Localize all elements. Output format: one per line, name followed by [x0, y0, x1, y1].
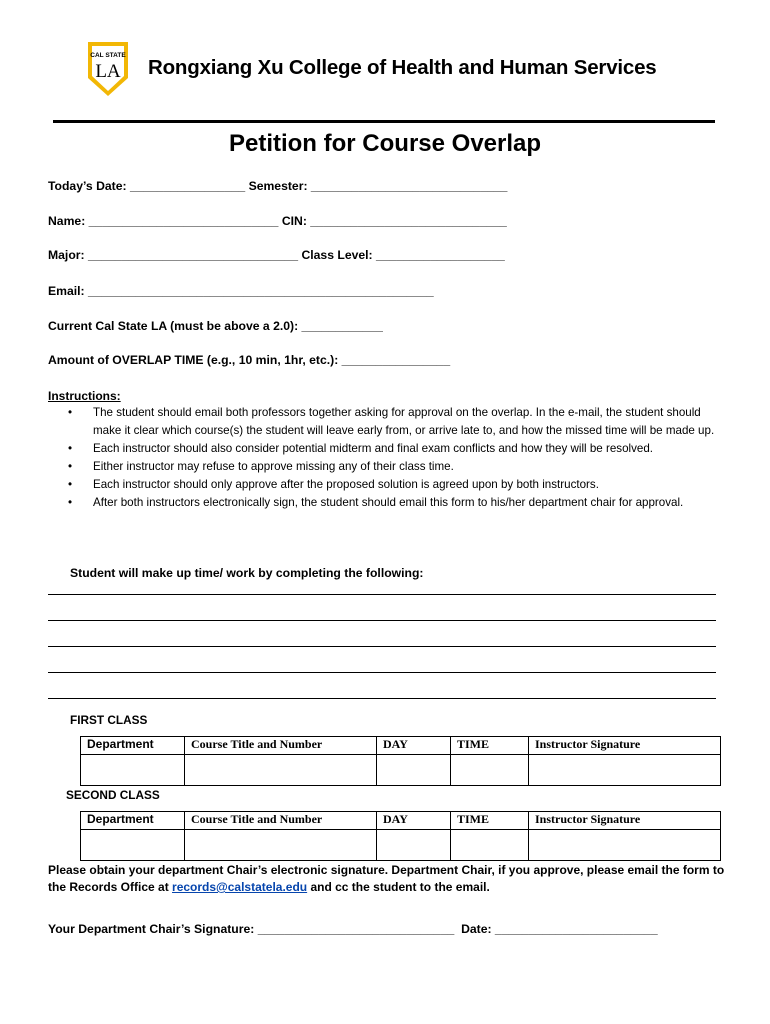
makeup-line[interactable] [48, 646, 716, 647]
logo-text-top: CAL STATE [90, 52, 126, 59]
first-class-table [80, 736, 721, 786]
second-department-cell[interactable] [81, 830, 185, 861]
header-instructor-signature: Instructor Signature [529, 737, 721, 755]
header-time: TIME [451, 812, 529, 830]
chair-signature-line[interactable] [48, 922, 658, 936]
instruction-item: • The student should email both professors together asking for approval on the overlap. In the e-mail, the student should make it clear which course(s) the student will leave early from, or arrive late to, and how the missed time will be made up. [48, 404, 720, 440]
gpa-label: Current Cal State LA (must be above a 2.0): ____________ [48, 319, 383, 333]
header-rule [53, 120, 715, 123]
instruction-item: • Each instructor should only approve after the proposed solution is agreed upon by both instructors. [48, 476, 720, 494]
chair-note-text: Please obtain your department Chair’s electronic signature. Department Chair, if you approve, please email the form to the Records Office at [48, 863, 725, 894]
class-level-label: Class Level: ___________________ [301, 248, 505, 262]
second-time-cell[interactable] [451, 830, 529, 861]
makeup-line[interactable] [48, 698, 716, 699]
semester-label: Semester: _____________________________ [248, 179, 508, 193]
todays-date-label: Today’s Date: _________________ [48, 179, 246, 193]
chair-date-label: Date: ________________________ [461, 922, 658, 936]
chair-note [48, 862, 728, 896]
instructions-heading: Instructions: [48, 389, 121, 403]
second-day-cell[interactable] [377, 830, 451, 861]
makeup-line[interactable] [48, 594, 716, 595]
first-department-cell[interactable] [81, 755, 185, 786]
cin-label: CIN: _____________________________ [281, 214, 507, 228]
instruction-item: • Each instructor should also consider potential midterm and final exam conflicts and how they will be resolved. [48, 440, 720, 458]
header-course-title: Course Title and Number [185, 737, 377, 755]
header-course-title: Course Title and Number [185, 812, 377, 830]
makeup-line[interactable] [48, 672, 716, 673]
second-course-cell[interactable] [185, 830, 377, 861]
name-label: Name: ____________________________ [48, 214, 279, 228]
field-overlap-time[interactable] [48, 353, 450, 367]
first-class-label: FIRST CLASS [70, 713, 148, 727]
college-name: Rongxiang Xu College of Health and Human Services [148, 56, 657, 79]
header [86, 40, 726, 102]
header-department: Department [81, 737, 185, 755]
logo-text-main: LA [95, 61, 121, 82]
header-day: DAY [377, 812, 451, 830]
chair-note-text-end: and cc the student to the email. [307, 880, 490, 894]
field-gpa[interactable] [48, 319, 383, 333]
first-signature-cell[interactable] [529, 755, 721, 786]
instruction-item: • After both instructors electronically sign, the student should email this form to his/her department chair for approval. [48, 494, 720, 512]
first-course-cell[interactable] [185, 755, 377, 786]
form-title: Petition for Course Overlap [228, 130, 542, 157]
field-major[interactable] [48, 248, 505, 262]
instruction-item: • Either instructor may refuse to approve missing any of their class time. [48, 458, 720, 476]
header-department: Department [81, 812, 185, 830]
second-class-label: SECOND CLASS [66, 788, 160, 802]
first-day-cell[interactable] [377, 755, 451, 786]
major-label: Major: _______________________________ [48, 248, 299, 262]
header-time: TIME [451, 737, 529, 755]
first-time-cell[interactable] [451, 755, 529, 786]
cal-state-la-logo-icon [86, 40, 130, 98]
instructions-list [48, 404, 720, 512]
chair-signature-label: Your Department Chair’s Signature: _____________________________ [48, 922, 455, 936]
makeup-line[interactable] [48, 620, 716, 621]
field-email[interactable] [48, 284, 434, 298]
second-class-table [80, 811, 721, 861]
makeup-label: Student will make up time/ work by completing the following: [70, 566, 424, 580]
overlap-time-label: Amount of OVERLAP TIME (e.g., 10 min, 1hr, etc.): ________________ [48, 353, 451, 367]
records-email-link[interactable]: records@calstatela.edu [172, 880, 308, 894]
header-day: DAY [377, 737, 451, 755]
email-label: Email: ___________________________________________________ [48, 284, 434, 298]
header-instructor-signature: Instructor Signature [529, 812, 721, 830]
field-name[interactable] [48, 214, 507, 228]
second-signature-cell[interactable] [529, 830, 721, 861]
field-todays-date[interactable] [48, 179, 507, 193]
